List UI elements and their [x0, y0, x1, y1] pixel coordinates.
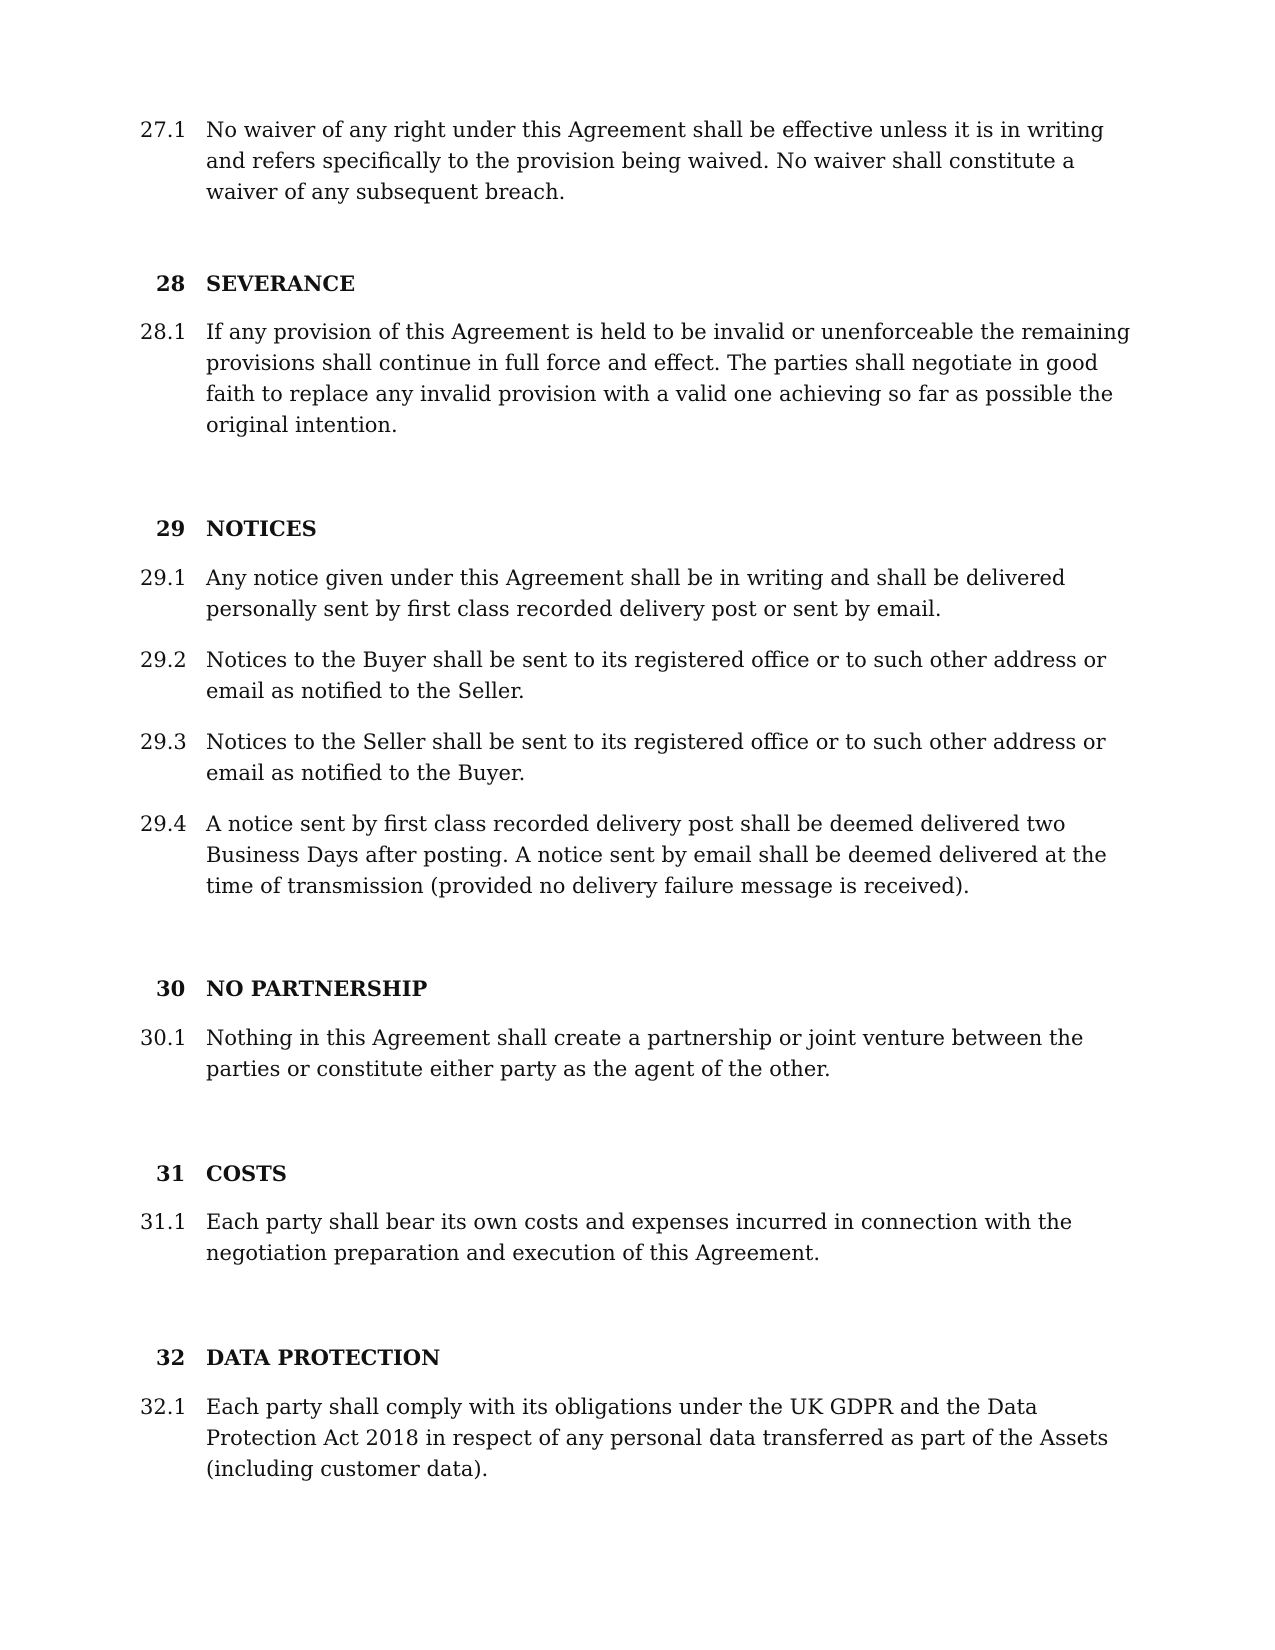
section-number: 32	[156, 1345, 186, 1370]
clause-number: 27.1	[140, 118, 187, 142]
clause-text: No waiver of any right under this Agreement shall be effective unless it is in writing and refers specifically to the provision being waived. No waiver shall constitute a waiver of any subsequent breach.	[206, 118, 1104, 204]
section-title: COSTS	[206, 1161, 287, 1186]
clause-number: 30.1	[140, 1026, 187, 1050]
clause-number: 31.1	[140, 1210, 187, 1234]
clause-number: 29.4	[140, 812, 187, 836]
clause-number: 28.1	[140, 320, 187, 344]
clause-text: Any notice given under this Agreement shall be in writing and shall be delivered personally sent by first class recorded delivery post or sent by email.	[206, 566, 1066, 621]
section-number: 29	[156, 516, 186, 541]
section-title: NO PARTNERSHIP	[206, 976, 428, 1001]
clause-text: If any provision of this Agreement is held to be invalid or unenforceable the remaining provisions shall continue in full force and effect. The parties shall negotiate in good faith to replace any invalid provision with a valid one achieving so far as possible the original intention.	[206, 320, 1131, 437]
clause-number: 29.3	[140, 730, 187, 754]
section-number: 30	[156, 976, 186, 1001]
clause-text: Notices to the Buyer shall be sent to its registered office or to such other address or email as notified to the Seller.	[206, 648, 1107, 703]
section-number: 31	[156, 1161, 186, 1186]
clause-number: 29.2	[140, 648, 187, 672]
clause-text: Each party shall bear its own costs and expenses incurred in connection with the negotiation preparation and execution of this Agreement.	[206, 1210, 1073, 1265]
clause-number: 32.1	[140, 1395, 187, 1419]
section-number: 28	[156, 271, 186, 296]
clause-text: A notice sent by first class recorded delivery post shall be deemed delivered two Business Days after posting. A notice sent by email shall be deemed delivered at the time of transmission (provided no delivery failure message is received).	[206, 812, 1107, 898]
section-title: NOTICES	[206, 516, 317, 541]
clause-text: Each party shall comply with its obligations under the UK GDPR and the Data Protection Act 2018 in respect of any personal data transferred as part of the Assets (including customer data).	[206, 1395, 1109, 1481]
clause-text: Notices to the Seller shall be sent to its registered office or to such other address or email as notified to the Buyer.	[206, 730, 1106, 785]
section-title: DATA PROTECTION	[206, 1345, 441, 1370]
clause-text: Nothing in this Agreement shall create a partnership or joint venture between the parties or constitute either party as the agent of the other.	[206, 1026, 1084, 1081]
clause-number: 29.1	[140, 566, 187, 590]
section-title: SEVERANCE	[206, 271, 356, 296]
